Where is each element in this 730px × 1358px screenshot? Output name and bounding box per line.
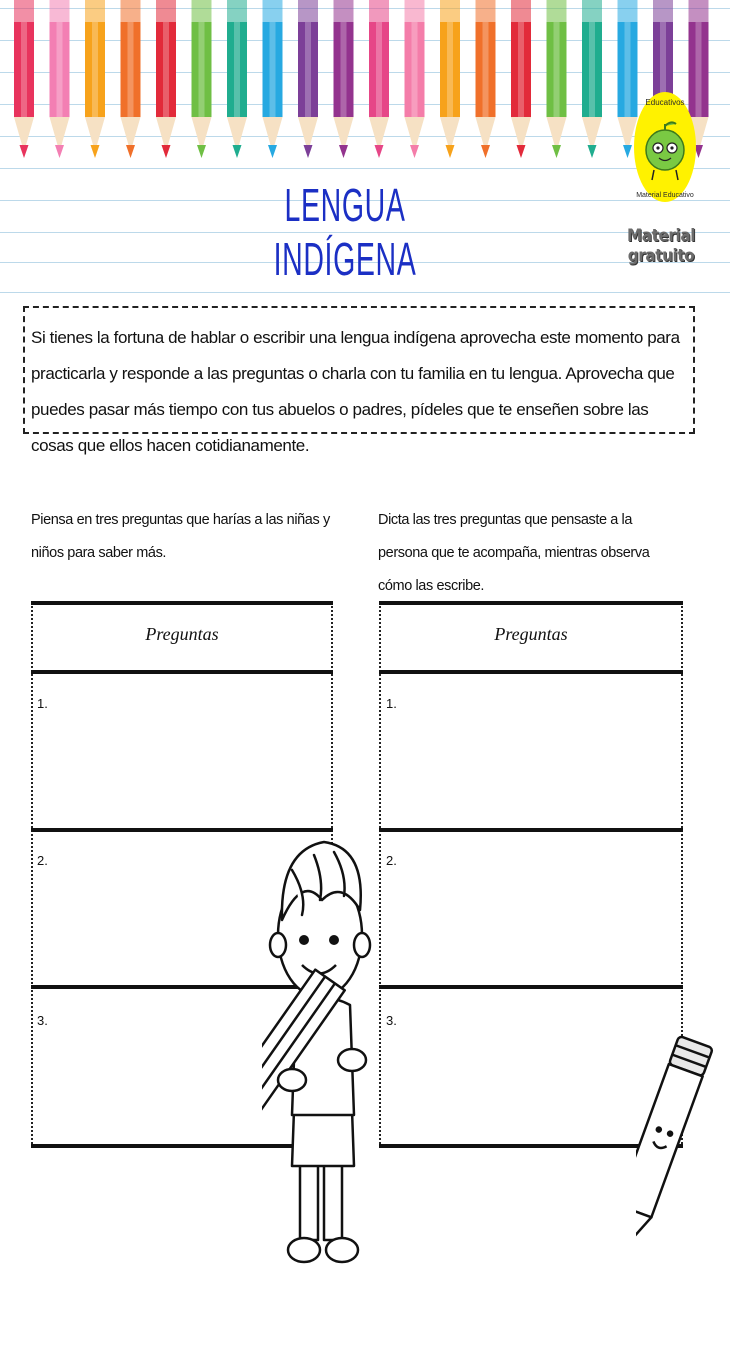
left-question-1[interactable]: 1.	[37, 696, 48, 711]
pencil	[511, 0, 531, 158]
pencil	[156, 0, 176, 158]
right-question-1[interactable]: 1.	[386, 696, 397, 711]
pencil	[440, 0, 460, 158]
right-prompt: Dicta las tres preguntas que pensaste a la persona que te acompaña, mientras observa cómo las escribe.	[378, 512, 650, 594]
ruled-line	[0, 292, 730, 293]
intro-box	[23, 306, 695, 455]
intro-text: Si tienes la fortuna de hablar o escribir una lengua indígena aprovecha este momento para practicarla y responde a las preguntas o charla con tu familia en tu lengua. Aprovecha que puedes pasar más tiempo con tus abuelos o padres, pídeles que te enseñen sobre las cosas que ellos hacen cotidianamente.	[31, 328, 680, 455]
pencil	[582, 0, 602, 158]
left-prompt: Piensa en tres preguntas que harías a las niñas y niños para saber más.	[31, 512, 330, 561]
right-table-header: Preguntas	[494, 624, 568, 644]
table-rule	[379, 670, 683, 674]
pencil	[547, 0, 567, 158]
apple-icon	[634, 92, 696, 202]
pencil	[405, 0, 425, 158]
pencil-illustration	[636, 1030, 721, 1280]
table-rule	[379, 985, 683, 989]
right-question-2[interactable]: 2.	[386, 853, 397, 868]
apple-logo-badge	[634, 92, 696, 202]
pencil	[227, 0, 247, 158]
pencil	[263, 0, 283, 158]
boy-holding-pencil-illustration	[262, 830, 387, 1285]
table-rule	[31, 670, 333, 674]
left-question-3[interactable]: 3.	[37, 1013, 48, 1028]
logo-bottom-text: Material Educativo	[636, 192, 694, 199]
pencil	[192, 0, 212, 158]
pencil	[476, 0, 496, 158]
table-rule	[31, 601, 333, 605]
pencil	[50, 0, 70, 158]
pencil	[14, 0, 34, 158]
pencil	[121, 0, 141, 158]
free-material-badge: Material gratuito	[626, 226, 696, 266]
pencil	[85, 0, 105, 158]
colored-pencils-decoration	[0, 0, 730, 170]
logo-top-text: Educativos	[645, 98, 685, 107]
pencil	[369, 0, 389, 158]
pencil	[298, 0, 318, 158]
pencil	[334, 0, 354, 158]
left-table-header: Preguntas	[145, 624, 219, 644]
table-rule	[379, 601, 683, 605]
page-title: LENGUA INDÍGENA	[273, 179, 417, 285]
right-question-3[interactable]: 3.	[386, 1013, 397, 1028]
table-rule	[379, 828, 683, 832]
left-question-2[interactable]: 2.	[37, 853, 48, 868]
